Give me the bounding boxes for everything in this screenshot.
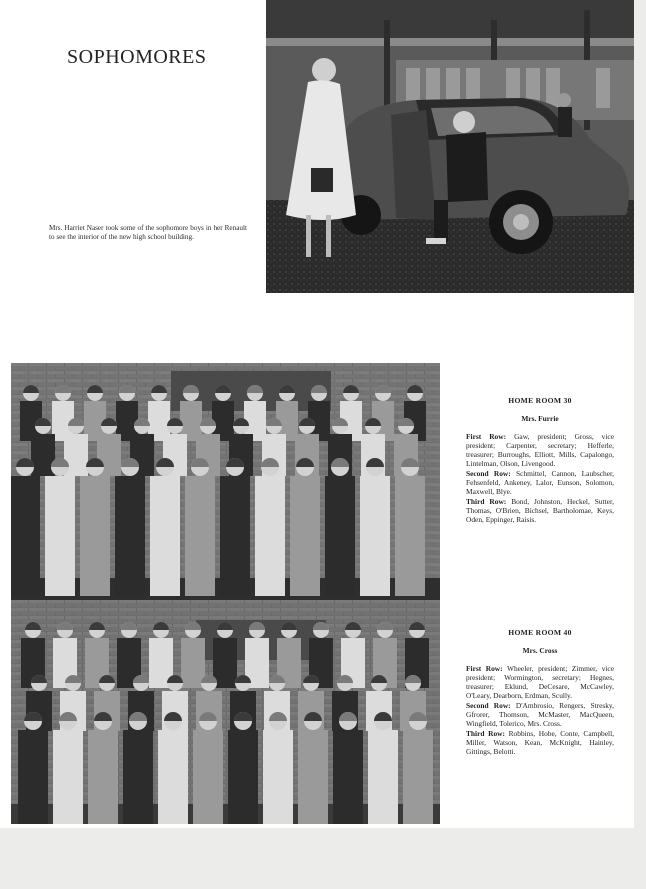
photo-caption: Mrs. Harriet Naser took some of the sophomore boys in her Renault to see the interior of the new high school building. xyxy=(49,224,247,241)
roster-row xyxy=(466,469,614,497)
roster-row-names: Gaw, president; Gross, vice president; Carpenter, secretary; Hefferle, treasurer; Burroughs, Elliott, Mills, Capalongo, Lintelman, Olson, Livengood. xyxy=(466,431,614,469)
roster-row xyxy=(466,701,614,729)
page-title: SOPHOMORES xyxy=(67,46,207,68)
roster-row-label: First Row: xyxy=(466,663,503,673)
group-photo-icon xyxy=(11,363,440,600)
roster-row-names: D'Ambrosio, Rengers, Stresky, Gfrorer, Thomson, McMaster, MacQueen, Wingfield, Tolerico, Mrs. Cross. xyxy=(466,700,614,729)
roster-row-names: Robbins, Hobe, Conte, Campbell, Miller, Watson, Kean, McKnight, Hainley, Gittings, Belotti. xyxy=(466,728,614,757)
roster-row-label: Third Row: xyxy=(466,496,507,506)
roster-row-names: Wheeler, president; Zimmer, vice president; Wormington, secretary; Hegnes, treasurer; Eklund, DeCesare, McCawley, O'Leary, Dearborn, Erdman, Scully. xyxy=(466,663,614,701)
roster-row-label: Second Row: xyxy=(466,468,511,478)
roster-row xyxy=(466,729,614,757)
roster-row-label: Third Row: xyxy=(466,728,505,738)
roster-row xyxy=(466,497,614,525)
car-photo-icon xyxy=(266,0,634,293)
roster-row-names: Bond, Johnston, Heckel, Sutter, Thomas, O'Brien, Bichsel, Bartholomae, Keys, Oden, Eppinger, Raisis. xyxy=(466,496,614,525)
home-room-teacher: Mrs. Cross xyxy=(522,646,558,656)
photo-home-room-40-group xyxy=(11,600,440,824)
home-room-30-roster xyxy=(466,396,614,525)
roster-row xyxy=(466,432,614,469)
roster-row xyxy=(466,664,614,701)
roster-row-names: Schmittel, Cannon, Laubscher, Fehsenfeld, Ankeney, Lalor, Eunson, Solomon, Maxwell, Blye. xyxy=(466,468,615,497)
scan-margin-right xyxy=(634,0,646,889)
home-room-teacher: Mrs. Furrie xyxy=(521,414,559,424)
scan-margin-bottom xyxy=(0,828,646,889)
roster-row-label: First Row: xyxy=(466,431,507,441)
group-photo-icon xyxy=(11,600,440,824)
photo-home-room-30-group xyxy=(11,363,440,600)
home-room-title: HOME ROOM 30 xyxy=(508,396,572,405)
home-room-40-roster xyxy=(466,628,614,757)
photo-teacher-with-renault xyxy=(266,0,634,293)
roster-row-label: Second Row: xyxy=(466,700,511,710)
home-room-title: HOME ROOM 40 xyxy=(508,628,572,637)
